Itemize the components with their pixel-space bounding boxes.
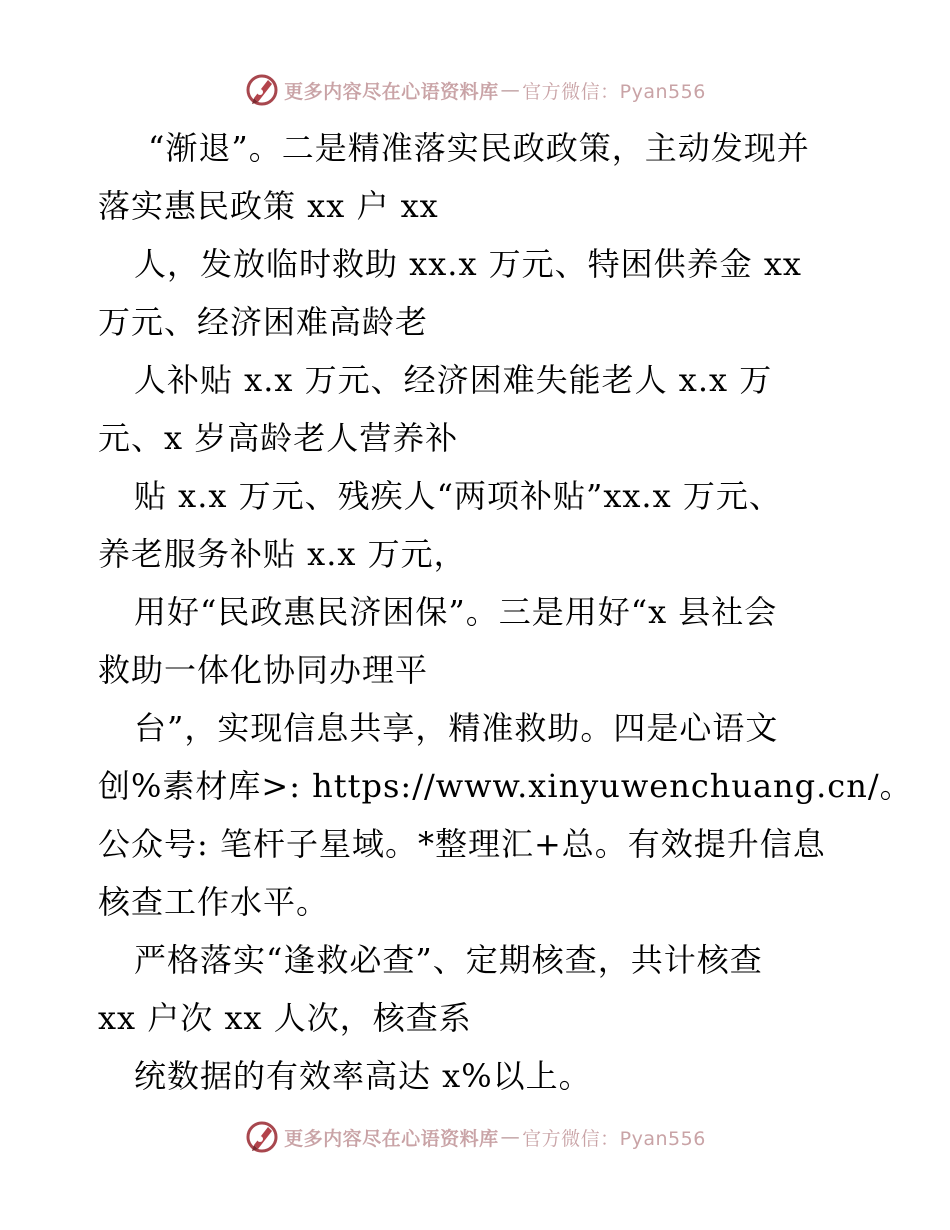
body-line-15: 严格落实“逢救必查”、定期核查，共计核查 — [134, 941, 763, 979]
footer-wechat-text: 官方微信：Pyan556 — [522, 1127, 706, 1150]
body-line-17: 统数据的有效率高达 x%以上。 — [134, 1057, 592, 1095]
body-line-1: “渐退”。二是精准落实民政政策，主动发现并 — [148, 129, 810, 167]
body-line-14: 核查工作水平。 — [98, 883, 330, 921]
footer-site-text: 更多内容尽在心语资料库 — [284, 1127, 499, 1150]
body-line-8: 养老服务补贴 x.x 万元， — [98, 535, 467, 573]
brand-logo-icon — [244, 72, 280, 108]
footer-watermark — [0, 1117, 950, 1157]
brand-logo-icon — [244, 1119, 280, 1155]
body-line-13: 公众号: 笔杆子星域。*整理汇+总。有效提升信息 — [98, 825, 826, 863]
footer-dash: — — [500, 1126, 521, 1148]
header-site-text: 更多内容尽在心语资料库 — [284, 80, 499, 103]
body-line-16: xx 户次 xx 人次，核查系 — [98, 999, 472, 1037]
body-line-10: 救助一体化协同办理平 — [98, 651, 429, 689]
body-line-9: 用好“民政惠民济困保”。三是用好“x 县社会 — [134, 593, 778, 631]
header-dash: — — [500, 79, 521, 101]
header-wechat-text: 官方微信：Pyan556 — [522, 80, 706, 103]
body-line-5: 人补贴 x.x 万元、经济困难失能老人 x.x 万 — [134, 361, 773, 399]
body-line-3: 人，发放临时救助 xx.x 万元、特困供养金 xx — [134, 245, 802, 283]
body-line-2: 落实惠民政策 xx 户 xx — [98, 187, 439, 225]
body-line-7: 贴 x.x 万元、残疾人“两项补贴”xx.x 万元、 — [134, 477, 782, 515]
body-line-4: 万元、经济困难高龄老 — [98, 303, 429, 341]
body-line-11: 台”，实现信息共享，精准救助。四是心语文 — [134, 709, 779, 747]
document-body — [0, 118, 950, 1108]
body-line-6: 元、x 岁高龄老人营养补 — [98, 419, 459, 457]
body-line-12: 创%素材库>: https://www.xinyuwenchuang.cn/。 — [98, 767, 913, 805]
header-watermark — [0, 70, 950, 110]
